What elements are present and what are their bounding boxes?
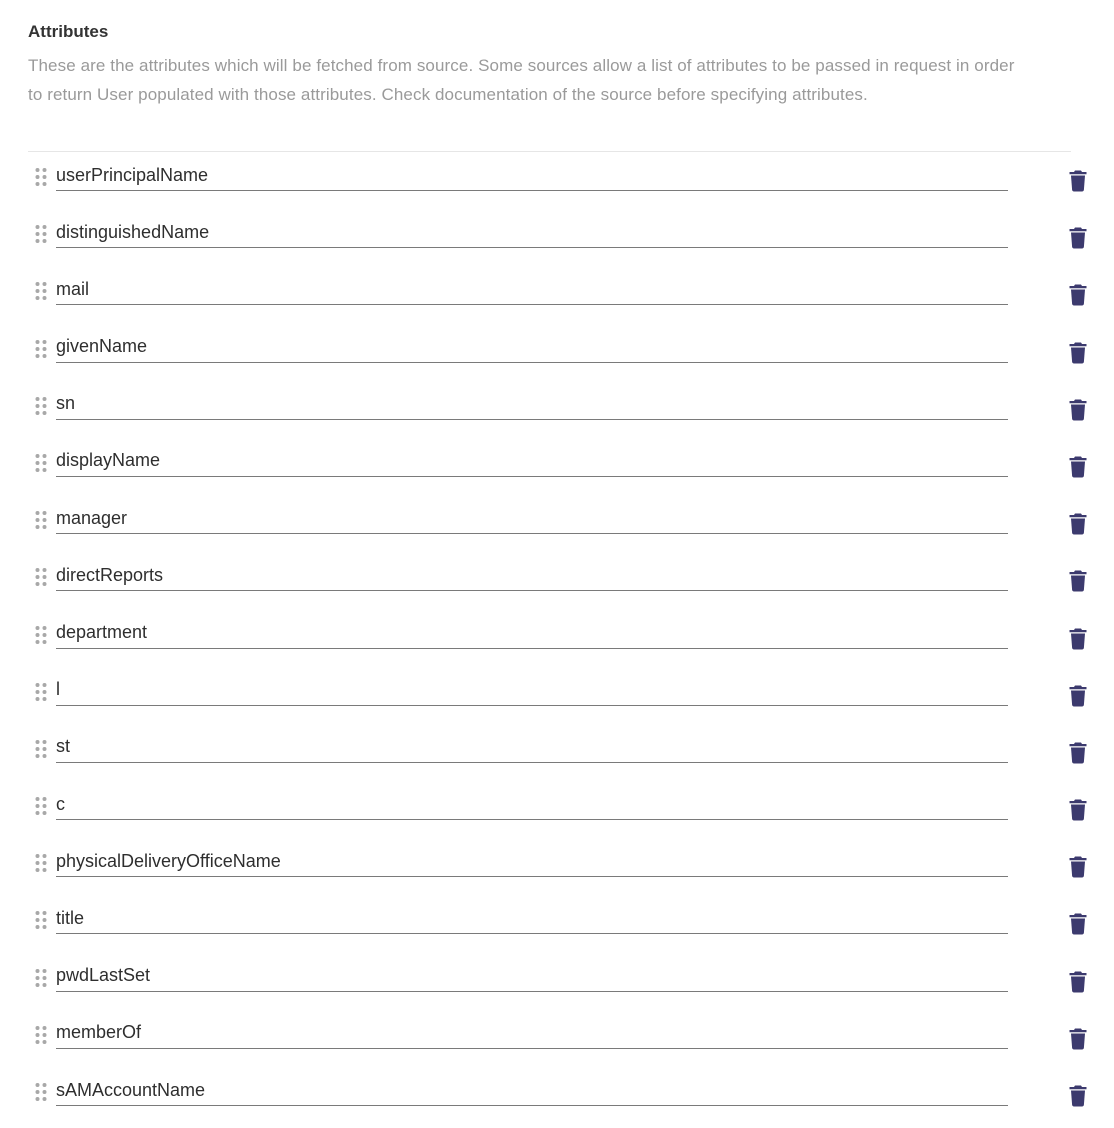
delete-attribute-button[interactable] <box>1066 168 1090 192</box>
attribute-input[interactable] <box>56 732 1008 763</box>
trash-icon <box>1066 282 1090 306</box>
drag-handle-icon[interactable] <box>34 1081 48 1103</box>
attribute-input[interactable] <box>56 274 1008 305</box>
attribute-row <box>28 438 1108 495</box>
attribute-input[interactable] <box>56 560 1008 591</box>
drag-handle-icon[interactable] <box>34 909 48 931</box>
delete-attribute-button[interactable] <box>1066 454 1090 478</box>
attribute-row <box>28 266 1108 323</box>
trash-icon <box>1066 225 1090 249</box>
delete-attribute-button[interactable] <box>1066 797 1090 821</box>
drag-handle-icon[interactable] <box>34 395 48 417</box>
attribute-row <box>28 1067 1108 1124</box>
delete-attribute-button[interactable] <box>1066 683 1090 707</box>
attribute-input[interactable] <box>56 675 1008 706</box>
attribute-row <box>28 724 1108 781</box>
trash-icon <box>1066 969 1090 993</box>
drag-handle-icon[interactable] <box>34 509 48 531</box>
trash-icon <box>1066 1083 1090 1107</box>
drag-handle-icon[interactable] <box>34 280 48 302</box>
delete-attribute-button[interactable] <box>1066 969 1090 993</box>
attribute-row <box>28 838 1108 895</box>
trash-icon <box>1066 340 1090 364</box>
drag-handle-icon[interactable] <box>34 624 48 646</box>
attribute-input[interactable] <box>56 961 1008 992</box>
attribute-row <box>28 610 1108 667</box>
drag-handle-icon[interactable] <box>34 452 48 474</box>
delete-attribute-button[interactable] <box>1066 1083 1090 1107</box>
trash-icon <box>1066 454 1090 478</box>
trash-icon <box>1066 1026 1090 1050</box>
trash-icon <box>1066 854 1090 878</box>
delete-attribute-button[interactable] <box>1066 740 1090 764</box>
attribute-row <box>28 667 1108 724</box>
attribute-input[interactable] <box>56 332 1008 363</box>
trash-icon <box>1066 568 1090 592</box>
attribute-input[interactable] <box>56 846 1008 877</box>
drag-handle-icon[interactable] <box>34 338 48 360</box>
attribute-input[interactable] <box>56 160 1008 191</box>
drag-handle-icon[interactable] <box>34 566 48 588</box>
drag-handle-icon[interactable] <box>34 738 48 760</box>
attribute-input[interactable] <box>56 1018 1008 1049</box>
delete-attribute-button[interactable] <box>1066 911 1090 935</box>
trash-icon <box>1066 626 1090 650</box>
attribute-row <box>28 895 1108 952</box>
delete-attribute-button[interactable] <box>1066 1026 1090 1050</box>
attribute-row <box>28 781 1108 838</box>
attribute-row <box>28 495 1108 552</box>
delete-attribute-button[interactable] <box>1066 225 1090 249</box>
drag-handle-icon[interactable] <box>34 681 48 703</box>
trash-icon <box>1066 168 1090 192</box>
trash-icon <box>1066 511 1090 535</box>
delete-attribute-button[interactable] <box>1066 568 1090 592</box>
attribute-input[interactable] <box>56 618 1008 649</box>
attribute-input[interactable] <box>56 446 1008 477</box>
attribute-input[interactable] <box>56 903 1008 934</box>
attribute-input[interactable] <box>56 389 1008 420</box>
delete-attribute-button[interactable] <box>1066 340 1090 364</box>
delete-attribute-button[interactable] <box>1066 626 1090 650</box>
section-description: These are the attributes which will be fetched from source. Some sources allow a list of attributes to be passed in request in order to return User populated with those attributes. Check documentation of the source before specifying attributes. <box>28 56 1015 104</box>
delete-attribute-button[interactable] <box>1066 282 1090 306</box>
attribute-row <box>28 953 1108 1010</box>
drag-handle-icon[interactable] <box>34 1024 48 1046</box>
delete-attribute-button[interactable] <box>1066 511 1090 535</box>
trash-icon <box>1066 683 1090 707</box>
attribute-row <box>28 1010 1108 1067</box>
attribute-input[interactable] <box>56 1075 1008 1106</box>
attribute-input[interactable] <box>56 217 1008 248</box>
trash-icon <box>1066 911 1090 935</box>
drag-handle-icon[interactable] <box>34 795 48 817</box>
attribute-input[interactable] <box>56 503 1008 534</box>
attribute-input[interactable] <box>56 789 1008 820</box>
drag-handle-icon[interactable] <box>34 223 48 245</box>
drag-handle-icon[interactable] <box>34 166 48 188</box>
trash-icon <box>1066 740 1090 764</box>
trash-icon <box>1066 797 1090 821</box>
attribute-row <box>28 324 1108 381</box>
attribute-row <box>28 209 1108 266</box>
delete-attribute-button[interactable] <box>1066 397 1090 421</box>
attribute-row <box>28 152 1108 209</box>
drag-handle-icon[interactable] <box>34 852 48 874</box>
attribute-row <box>28 552 1108 609</box>
attributes-section <box>28 20 1072 109</box>
drag-handle-icon[interactable] <box>34 967 48 989</box>
delete-attribute-button[interactable] <box>1066 854 1090 878</box>
attribute-row <box>28 381 1108 438</box>
attribute-list <box>28 152 1108 1124</box>
trash-icon <box>1066 397 1090 421</box>
section-title: Attributes <box>28 22 109 41</box>
